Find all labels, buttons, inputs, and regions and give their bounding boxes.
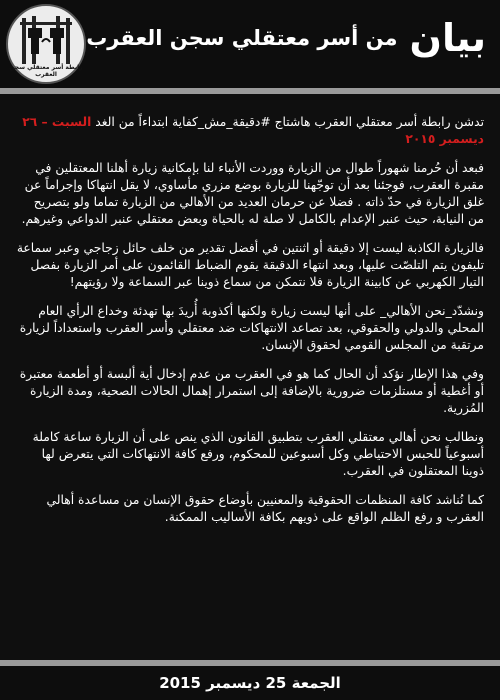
campaign-date: السبت – ٢٦ ديسمبر ٢٠١٥	[22, 115, 484, 146]
paragraph-7: كما نُناشد كافة المنظمات الحقوقية والمعنيين بأوضاع حقوق الإنسان من مساعدة أهالي العقرب و رفع الظلم الواقع على ذويهم بكافة الأساليب الممكنة.	[46, 493, 484, 524]
paragraph-4: ونشدّد_نحن الأهالي_ على أنها ليست زيارة ولكنها أكذوبة أُريدَ بها تهدئة وخداع الرأي العام المحلي والدولي والحقوقي، بعد تصاعد الانتهاكات ضد معتقلي وأسر العقرب واستعداداً لزيارة مرتقبة من المجلس القومي لحقوق الإنسان.	[19, 304, 484, 352]
organization-logo	[6, 4, 86, 84]
paragraph-intro	[16, 114, 484, 148]
paragraph-2: فبعد أن حُرمنا شهوراً طوال من الزيارة ووردت الأنباء لنا بإمكانية زيارة أهلنا المعتقلين في مقبرة العقرب، فوجئنا بعد أن توجّهنا للزيارة بوضع مزري مأساوي، لا يقل انتهاكا وإجراماً عن غلق الزيارة في حدّ ذاته . فضلا عن حرمان العديد من الأهالي من الزيارة تماما ولو بتصريح من النيابة، حيث عنبر الإعدام بالكامل لا صلة له بالحياة وبعض معتقلي عنبر الدواعي وغيرهم.	[21, 161, 484, 226]
statement-body	[0, 88, 500, 666]
paragraph-3: فالزيارة الكاذبة ليست إلا دقيقة أو اثنتين في أفضل تقدير من خلف حائل زجاجي وعبر سماعة تليفون يتم التلصّت عليها، وبعد انتهاء الدقيقة يقوم الضباط القائمون على أمر الزيارة بفصل التيار الكهربي عن كابينة الزيارة فلا نتمكن من سماع ذوينا عبر السماعة ولا رؤيتهم!	[16, 241, 484, 289]
logo-caption: رابطة أسر معتقلي سجن العقرب	[9, 64, 83, 78]
intro-text: تدشن رابطة أسر معتقلي العقرب هاشتاج #دقيقة_مش_كفاية ابتداءاً من الغد	[95, 115, 484, 129]
title-main: بيان	[409, 16, 486, 60]
paragraph-6: ونطالب نحن أهالي معتقلي العقرب بتطبيق القانون الذي ينص على أن الزيارة ساعة كاملة أسبوعياً للحبس الاحتياطي وكل أسبوعين للمحكوم، ورفع كافة الانتهاكات التي يتعرض لها ذوينا المعتقلون في العقرب.	[32, 430, 484, 478]
footer-date: الجمعة 25 ديسمبر 2015	[0, 666, 500, 700]
statement-text	[16, 114, 484, 538]
title-subtitle: من أسر معتقلي سجن العقرب	[86, 26, 398, 50]
header-bar	[0, 0, 500, 88]
paragraph-5: وفي هذا الإطار نؤكد أن الحال كما هو في العقرب من عدم إدخال أية ألبسة أو أطعمة معتبرة أو أغطية أو مستلزمات ضرورية بالإضافة إلى استمرار إهمال الحالات الصحية، ومدة الزيارة المُزرية.	[19, 367, 484, 415]
page-title	[86, 16, 486, 76]
